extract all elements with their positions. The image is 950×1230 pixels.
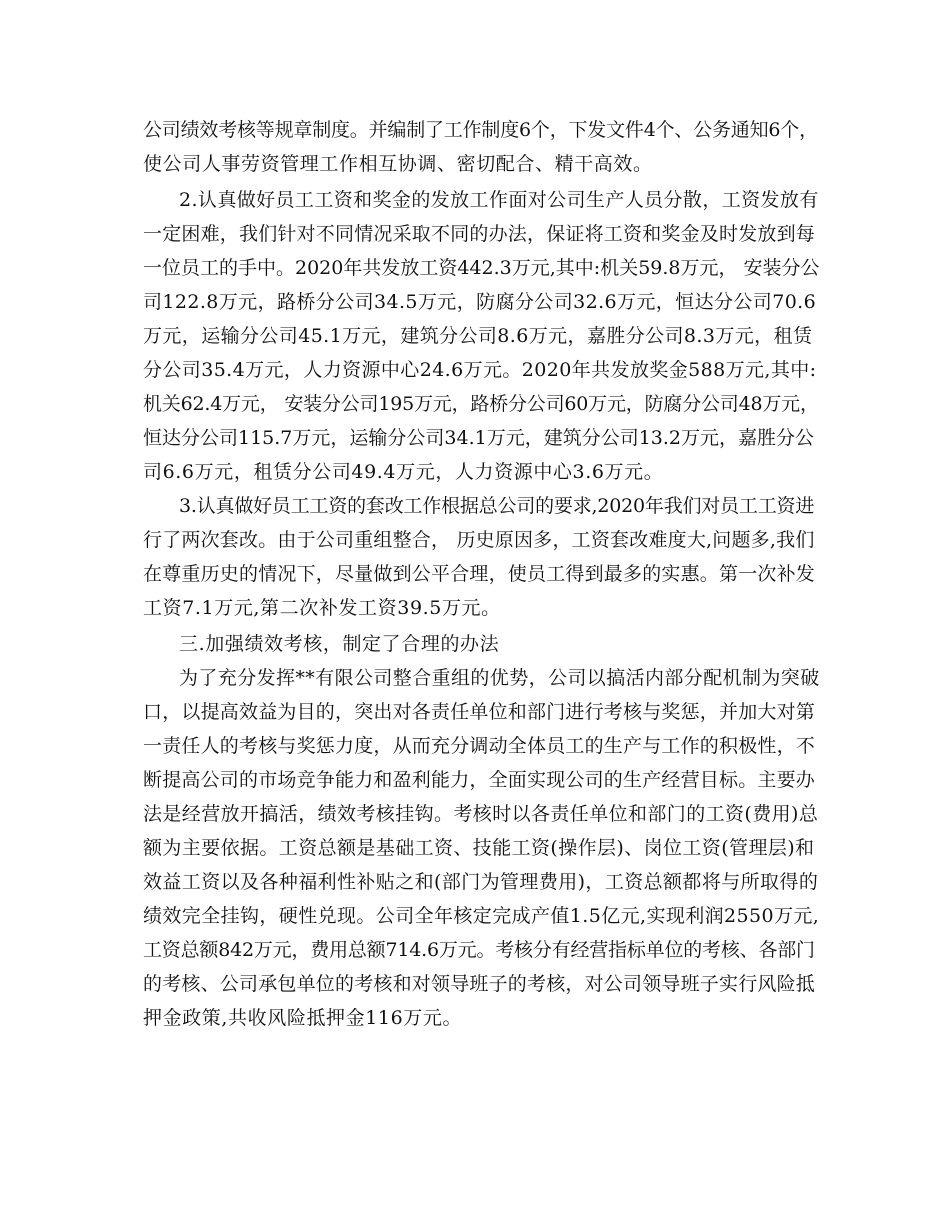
text-line: 一定困难，我们针对不同情况采取不同的办法，保证将工资和奖金及时发放到每 — [143, 223, 816, 245]
text-line: 司6.6万元，租赁分公司49.4万元，人力资源中心3.6万元。 — [143, 461, 664, 483]
text-line: 断提高公司的市场竞争能力和盈利能力，全面实现公司的生产经营目标。主要办 — [143, 769, 816, 791]
text-line: 在尊重历史的情况下，尽量做到公平合理，使员工得到最多的实惠。第一次补发 — [143, 563, 816, 585]
text-line: 分公司35.4万元，人力资源中心24.6万元。2020年共发放奖金588万元,其中: — [143, 359, 817, 381]
text-line: 2.认真做好员工工资和奖金的发放工作面对公司生产人员分散，工资发放有 — [179, 189, 819, 211]
text-line: 恒达分公司115.7万元，运输分公司34.1万元，建筑分公司13.2万元，嘉胜分公 — [143, 427, 815, 449]
text-line: 机关62.4万元， 安装分公司195万元，路桥分公司60万元，防腐分公司48万元， — [143, 393, 819, 415]
text-line: 一位员工的手中。2020年共发放工资442.3万元,其中:机关59.8万元， 安装分公 — [143, 257, 820, 279]
text-line: 的考核、公司承包单位的考核和对领导班子的考核，对公司领导班子实行风险抵 — [143, 973, 816, 995]
text-line: 口，以提高效益为目的，突出对各责任单位和部门进行考核与奖惩，并加大对第 — [143, 701, 816, 723]
text-line: 工资总额842万元，费用总额714.6万元。考核分有经营指标单位的考核、各部门 — [143, 939, 815, 961]
text-line: 3.认真做好员工工资的套改工作根据总公司的要求,2020年我们对员工工资进 — [179, 495, 815, 517]
text-line: 为了充分发挥**有限公司整合重组的优势，公司以搞活内部分配机制为突破 — [179, 667, 820, 689]
text-line: 使公司人事劳资管理工作相互协调、密切配合、精干高效。 — [143, 153, 653, 175]
text-line: 绩效完全挂钩，硬性兑现。公司全年核定完成产值1.5亿元,实现利润2550万元, — [143, 905, 820, 927]
text-line: 万元，运输分公司45.1万元，建筑分公司8.6万元，嘉胜分公司8.3万元，租赁 — [143, 325, 813, 347]
section-heading: 三.加强绩效考核，制定了合理的办法 — [179, 633, 500, 655]
text-line: 押金政策,共收风险抵押金116万元。 — [143, 1007, 463, 1029]
text-line: 一责任人的考核与奖惩力度，从而充分调动全体员工的生产与工作的积极性，不 — [143, 735, 816, 757]
text-line: 法是经营放开搞活，绩效考核挂钩。考核时以各责任单位和部门的工资(费用)总 — [143, 803, 819, 825]
text-line: 效益工资以及各种福利性补贴之和(部门为管理费用)，工资总额都将与所取得的 — [143, 871, 819, 893]
text-line: 司122.8万元，路桥分公司34.5万元，防腐分公司32.6万元，恒达分公司70.6 — [143, 291, 817, 313]
text-line: 工资7.1万元,第二次补发工资39.5万元。 — [143, 597, 501, 619]
text-line: 行了两次套改。由于公司重组整合， 历史原因多，工资套改难度大,问题多,我们 — [143, 529, 815, 551]
text-line: 额为主要依据。工资总额是基础工资、技能工资(操作层)、岗位工资(管理层)和 — [143, 837, 815, 859]
text-line: 公司绩效考核等规章制度。并编制了工作制度6个，下发文件4个、公务通知6个， — [143, 119, 818, 141]
